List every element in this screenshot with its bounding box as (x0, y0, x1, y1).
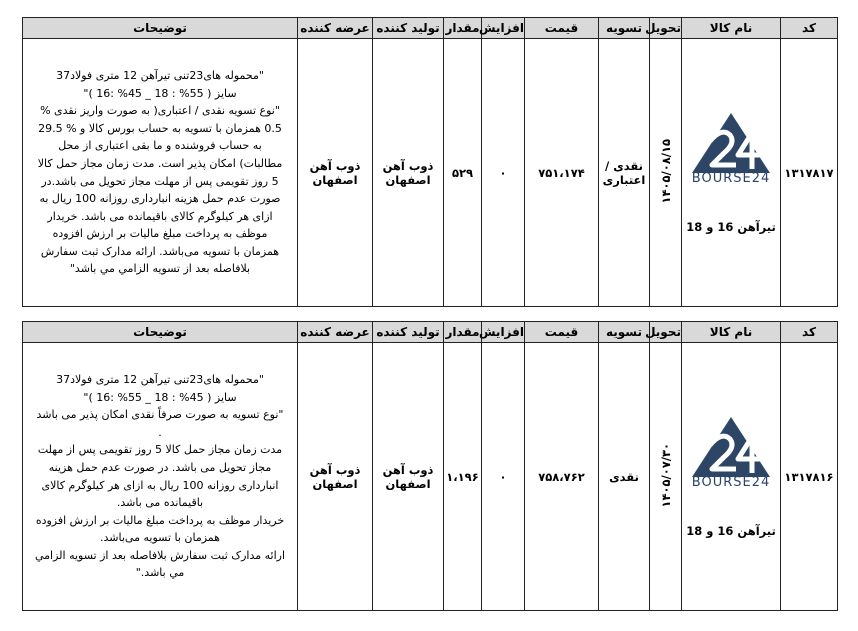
header-row (23, 322, 838, 343)
header-name: نام کالا (682, 18, 781, 39)
code-cell: ۱۳۱۷۸۱۶ (781, 343, 838, 611)
supplier-cell: ذوب آهن اصفهان (298, 343, 373, 611)
name-cell (682, 39, 781, 307)
amount-cell: ۵۲۹ (444, 39, 482, 307)
header-producer: تولید کننده (373, 322, 444, 343)
header-producer: تولید کننده (373, 18, 444, 39)
logo-wordmark: BOURSE24 (691, 171, 771, 186)
settlement-cell: نقدی (599, 343, 650, 611)
delivery-cell (650, 39, 682, 307)
header-supplier: عرضه کننده (298, 18, 373, 39)
notes-cell: "محموله های23تنی تیرآهن 12 متری فولاد37 سایز ( 45% : 18 _ 55% :16 )" "نوع تسویه به صورت صرفاً نقدی امکان پذیر می باشد . مدت زمان مجاز حمل کالا 5 روز تقویمی پس از مهلت مجاز تحویل می باشد. در صورت عدم حمل هزینه انبارداری روزانه 100 ریال به ازای هر کیلوگرم کالای باقیمانده می باشد. خریدار موظف به پرداخت مبلغ مالیات بر ارزش افزوده همزمان با تسویه می‌باشد. ارائه مدارک ثبت سفارش بلافاصله بعد از تسویه الزامي مي باشد." (23, 343, 298, 611)
header-amount: مقدار (444, 322, 482, 343)
header-notes: توضیحات (23, 18, 298, 39)
delivery-date: ۱۴۰۵/۰۷/۳۰ (658, 442, 673, 508)
header-row (23, 18, 838, 39)
price-cell: ۷۵۱،۱۷۴ (525, 39, 599, 307)
delivery-cell (650, 343, 682, 611)
header-settlement: تسویه (599, 322, 650, 343)
price-cell: ۷۵۸،۷۶۲ (525, 343, 599, 611)
product-name: تیرآهن 16 و 18 (686, 524, 776, 538)
header-delivery: تحویل (650, 322, 682, 343)
header-supplier: عرضه کننده (298, 322, 373, 343)
offer-table-2 (22, 321, 838, 611)
bourse24-logo (682, 415, 780, 490)
increase-cell: ۰ (482, 39, 525, 307)
header-code: کد (781, 322, 838, 343)
header-code: کد (781, 18, 838, 39)
header-notes: توضیحات (23, 322, 298, 343)
bourse24-logo-icon (690, 111, 772, 173)
header-settlement: تسویه (599, 18, 650, 39)
increase-cell: ۰ (482, 343, 525, 611)
supplier-cell: ذوب آهن اصفهان (298, 39, 373, 307)
logo-wordmark: BOURSE24 (691, 475, 771, 490)
header-increase: افزایش (482, 322, 525, 343)
notes-cell: "محموله های23تنی تیرآهن 12 متری فولاد37 سایز ( 55% : 18 _ 45% :16 )" "نوع تسویه نقدی / اعتباری( به صورت واریز نقدی % 0.5 همزمان با تسویه به حساب بورس کالا و % 29.5 به حساب فروشنده و ما بقی اعتباری از محل مطالبات) امکان پذیر است. مدت زمان مجاز حمل کالا 5 روز تقویمی پس از مهلت مجاز تحویل می باشد.در صورت عدم حمل هزینه انبارداری روزانه 100 ریال به ازای هر کیلوگرم کالای باقیمانده می باشد. خریدار موظف به پرداخت مبلغ مالیات بر ارزش افزوده همزمان با تسویه می‌باشد. ارائه مدارک ثبت سفارش بلافاصله بعد از تسویه الزامي مي باشد" (23, 39, 298, 307)
table-row (23, 343, 838, 611)
producer-cell: ذوب آهن اصفهان (373, 343, 444, 611)
table-row (23, 39, 838, 307)
producer-cell: ذوب آهن اصفهان (373, 39, 444, 307)
header-price: قیمت (525, 322, 599, 343)
name-cell (682, 343, 781, 611)
settlement-cell: نقدی / اعتباری (599, 39, 650, 307)
bourse24-logo (682, 111, 780, 186)
header-price: قیمت (525, 18, 599, 39)
header-increase: افزایش (482, 18, 525, 39)
header-amount: مقدار (444, 18, 482, 39)
header-delivery: تحویل (650, 18, 682, 39)
bourse24-logo-icon (690, 415, 772, 477)
delivery-date: ۱۴۰۵/۰۸/۱۵ (658, 138, 673, 204)
header-name: نام کالا (682, 322, 781, 343)
offer-table-1 (22, 17, 838, 307)
amount-cell: ۱،۱۹۶ (444, 343, 482, 611)
product-name: تیرآهن 16 و 18 (686, 220, 776, 234)
code-cell: ۱۳۱۷۸۱۷ (781, 39, 838, 307)
